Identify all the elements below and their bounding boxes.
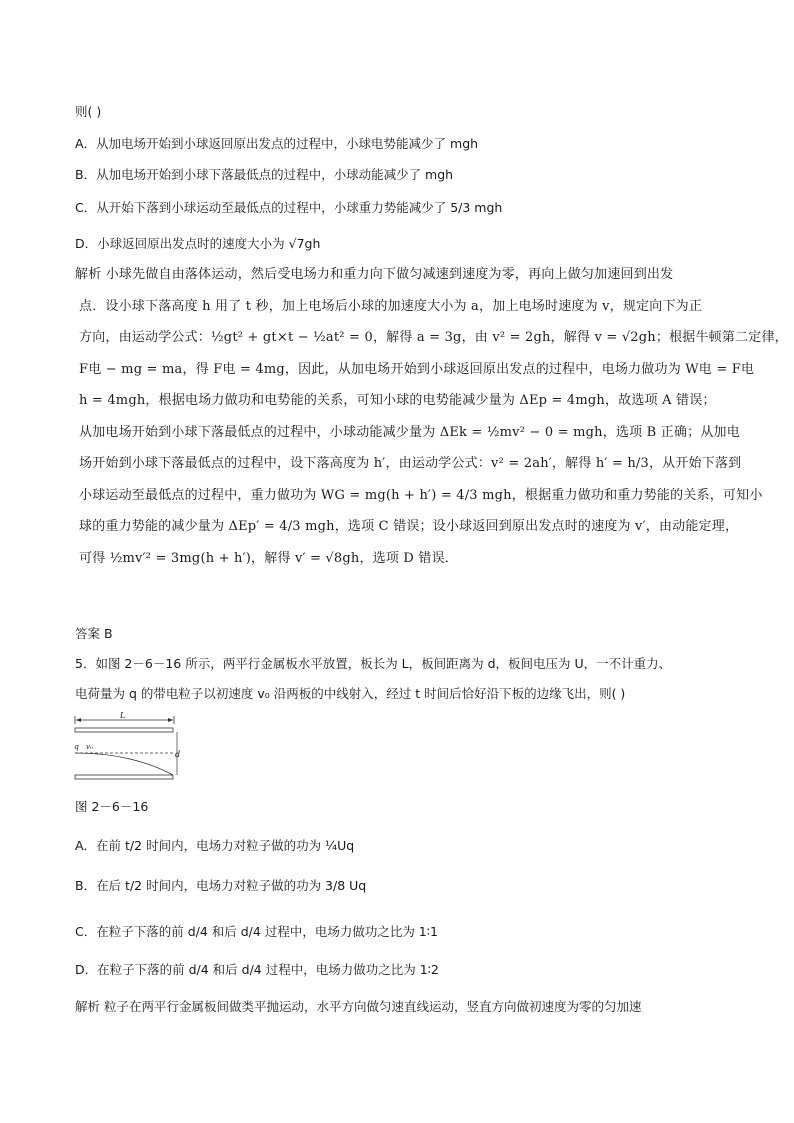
lower-plate [75,775,173,779]
label-L: L [120,711,126,720]
figure-caption: 图 2－6－16 [75,799,149,814]
parallel-plates-figure [72,712,182,786]
analysis-4-line: 方向，由运动学公式：½gt² + gt×t − ½at² = 0，解得 a = 3g，由 v² = 2gh，解得 v = √2gh；根据牛顿第二定律， [79,330,788,345]
question-4-option-d: D．小球返回原出发点时的速度大小为 √7gh [75,236,321,251]
analysis-5-line: 解析 粒子在两平行金属板间做类平抛运动，水平方向做匀速直线运动，竖直方向做初速度为零的匀加速 [75,999,642,1014]
question-5-line-1: 5．如图 2－6－16 所示，两平行金属板水平放置，板长为 L，板间距离为 d，板间电压为 U，一不计重力、 [75,656,672,671]
question-5-option-a: A．在前 t/2 时间内，电场力对粒子做的功为 ¼Uq [75,838,355,853]
analysis-4-line: 小球运动至最低点的过程中，重力做功为 WG = mg(h + h′) = 4/3 mgh，根据重力做功和重力势能的关系，可知小 [79,487,763,503]
question-5-option-b: B．在后 t/2 时间内，电场力对粒子做的功为 3/8 Uq [75,878,367,893]
trajectory [75,753,173,775]
analysis-4-line: F电 − mg = ma，得 F电 = 4mg，因此，从加电场开始到小球返回原出发点的过程中，电场力做功为 W电 = F电 [79,361,755,377]
question-4-option-b: B．从加电场开始到小球下落最低点的过程中，小球动能减少了 mgh [75,167,454,182]
question-4-stem-tail: 则( ) [75,104,102,119]
analysis-4-line: h = 4mgh，根据电场力做功和电势能的关系，可知小球的电势能减少量为 ΔEp = 4mgh，故选项 A 错误； [79,393,716,408]
question-5-option-d: D．在粒子下落的前 d/4 和后 d/4 过程中，电场力做功之比为 1∶2 [75,962,439,977]
analysis-4-line: 场开始到小球下落最低点的过程中，设下落高度为 h′，由运动学公式：v² = 2ah′，解得 h′ = h/3，从开始下落到 [79,456,742,471]
question-5-line-2: 电荷量为 q 的带电粒子以初速度 v₀ 沿两板的中线射入，经过 t 时间后恰好沿下板的边缘飞出，则( ) [75,686,626,701]
analysis-4-line: 球的重力势能的减少量为 ΔEp′ = 4/3 mgh，选项 C 错误；设小球返回到原出发点时的速度为 v′，由动能定理， [79,519,739,534]
answer-4: 答案 B [75,626,113,641]
analysis-4-line: 点．设小球下落高度 h 用了 t 秒，加上电场后小球的加速度大小为 a，加上电场时速度为 v，规定向下为正 [79,298,703,314]
analysis-4-block [75,259,788,574]
question-4-option-a: A．从加电场开始到小球返回原出发点的过程中，小球电势能减少了 mgh [75,136,479,151]
label-d: d [175,750,181,759]
label-v0: v₀ [86,743,93,751]
analysis-4-line: 解析 小球先做自由落体运动，然后受电场力和重力向下做匀减速到速度为零，再向上做匀加速回到出发 [75,267,674,282]
question-5-option-c: C．在粒子下落的前 d/4 和后 d/4 过程中，电场力做功之比为 1∶1 [75,924,438,939]
question-4-option-c: C．从开始下落到小球运动至最低点的过程中，小球重力势能减少了 5/3 mgh [75,200,503,215]
upper-plate [75,728,173,732]
analysis-4-line: 可得 ½mv′² = 3mg(h + h′)，解得 v′ = √8gh，选项 D 错误． [79,550,458,566]
analysis-4-line: 从加电场开始到小球下落最低点的过程中，小球动能减少量为 ΔEk = ½mv² − 0 = mgh，选项 B 正确；从加电 [79,424,740,440]
label-q: q [74,742,79,751]
